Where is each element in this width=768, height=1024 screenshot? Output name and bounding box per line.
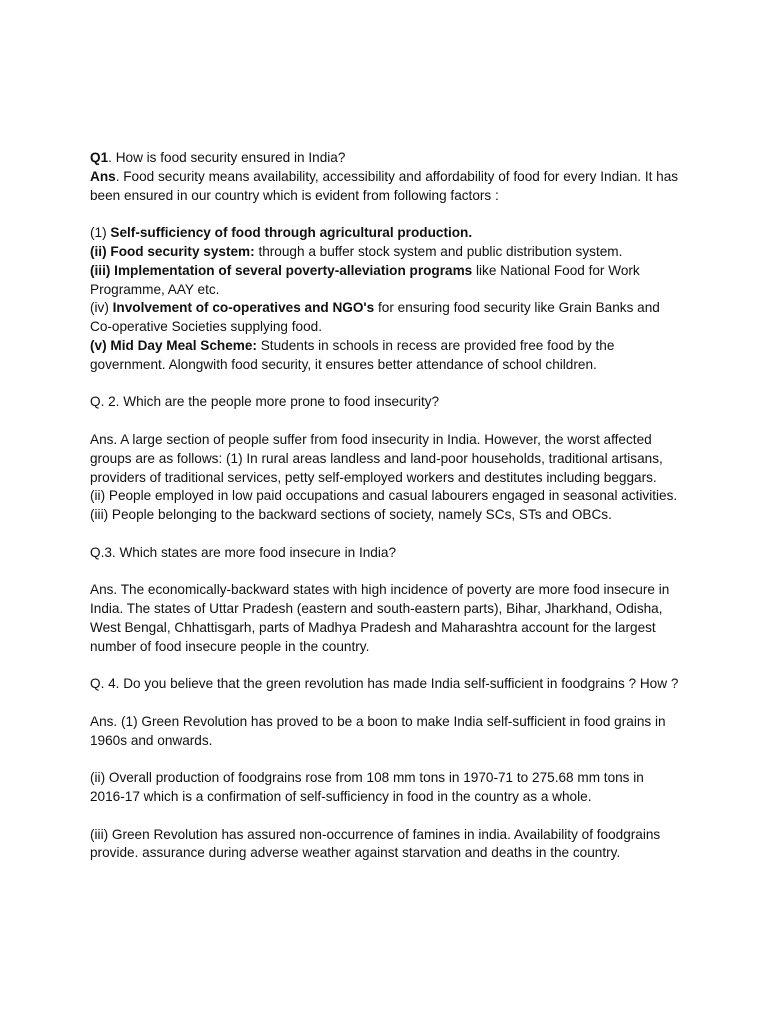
q1-point-4-rest: for ensuring food security like Grain Banks and Co-operative Societies supplying food. [90, 300, 660, 335]
q1-point-2-rest: through a buffer stock system and public distribution system. [254, 243, 623, 259]
q3-answer: Ans. The economically-backward states with high incidence of poverty are more food insecure in India. The states of Uttar Pradesh (eastern and south-eastern parts), Bihar, Jharkhand, Odisha, West Bengal, Chhattisgarh, parts of Madhya Pradesh and Maharashtra account for the largest number of food insecure people in the country. [90, 582, 670, 654]
q1-point-4 [90, 299, 682, 337]
q1-point-3-bold: (iii) Implementation of several poverty-alleviation programs [90, 262, 473, 278]
q1-label: Q1 [90, 150, 109, 165]
q4-question: Q. 4. Do you believe that the green revolution has made India self-sufficient in foodgrains ? How ? [90, 676, 679, 692]
q1-point-5-rest: Students in schools in recess are provided free food by the government. Alongwith food security, it ensures better attendance of school children. [90, 337, 615, 372]
q2-answer-3: (iii) People belonging to the backward sections of society, namely SCs, STs and OBCs. [90, 507, 612, 523]
document-body [90, 149, 682, 863]
q4-answer-3: (iii) Green Revolution has assured non-occurrence of famines in india. Availability of foodgrains provide. assurance during adverse weather against starvation and deaths in the country. [90, 826, 661, 861]
q1-point-1 [90, 224, 682, 243]
q1-point-2 [90, 243, 682, 262]
q1-point-5 [90, 337, 682, 375]
q1-answer-text: . Food security means availability, accessibility and affordability of food for every Indian. It has been ensured in our country which is evident from following factors : [90, 168, 679, 203]
q1-question [90, 149, 682, 168]
q4-answer-2: (ii) Overall production of foodgrains rose from 108 mm tons in 1970-71 to 275.68 mm tons in 2016-17 which is a confirmation of self-sufficiency in food in the country as a whole. [90, 770, 644, 805]
q1-point-4-bold: Involvement of co-operatives and NGO's [112, 300, 375, 316]
q1-point-1-bold: Self-sufficiency of food through agricultural production. [110, 225, 473, 241]
q1-point-4-prefix: (iv) [90, 300, 113, 316]
q4-answer-1: Ans. (1) Green Revolution has proved to be a boon to make India self-sufficient in food grains in 1960s and onwards. [90, 713, 666, 748]
q1-ans-label: Ans [90, 168, 116, 184]
q2-question: Q. 2. Which are the people more prone to food insecurity? [90, 394, 440, 410]
q1-point-3 [90, 262, 682, 300]
q2-answer-2: (ii) People employed in low paid occupations and casual labourers engaged in seasonal activities. [90, 488, 678, 504]
q2-answer-1: Ans. A large section of people suffer from food insecurity in India. However, the worst affected groups are as follows: (1) In rural areas landless and land-poor households, traditional artisans, providers of traditional services, petty self-employed workers and destitutes including beggars. [90, 431, 663, 485]
q3-question: Q.3. Which states are more food insecure in India? [90, 544, 397, 560]
q1-point-5-bold: (v) Mid Day Meal Scheme: [90, 337, 257, 353]
q1-answer [90, 168, 682, 206]
q1-point-3-rest: like National Food for Work Programme, AAY etc. [90, 262, 640, 297]
q1-point-2-bold: (ii) Food security system: [90, 243, 255, 259]
q1-question-text: . How is food security ensured in India? [108, 150, 346, 165]
q1-point-1-prefix: (1) [90, 225, 111, 241]
